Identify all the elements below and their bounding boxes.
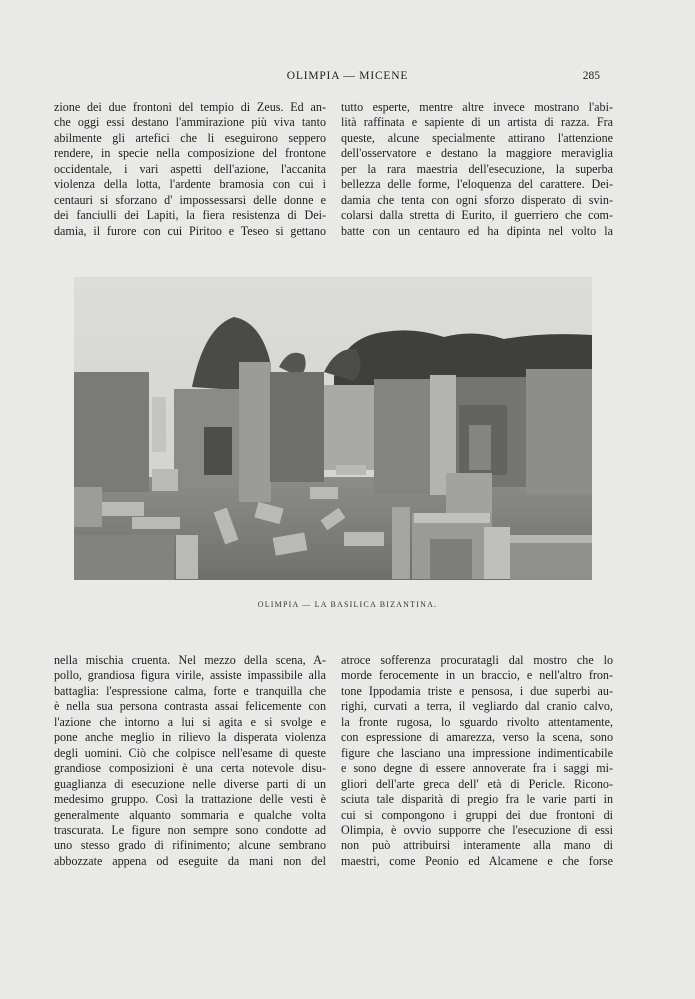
text-line: damia, il furore con cui Piritoo e Teseo si gettano (54, 223, 326, 238)
text-line: centauri si sforzano d' impossessarsi delle donne e (54, 192, 326, 207)
text-line: degli uomini. Ciò che colpisce nell'esame di queste (54, 745, 326, 760)
text-line: atroce sofferenza procuratagli dal mostro che lo (341, 653, 613, 667)
text-line: colarsi dalla stretta di Eurito, il guerriero che com- (341, 208, 613, 223)
text-line: rendere, in specie nella composizione del frontone (54, 146, 326, 161)
text-line: morde ferocemente in un braccio, e nell'altro fron- (341, 668, 613, 683)
text-line: battaglia: l'espressione calma, forte e tranquilla che (54, 683, 326, 698)
running-title: OLIMPIA — MICENE (286, 70, 409, 82)
text-line: batte con un centauro ed ha dipinta nel volto la (341, 223, 613, 238)
text-line: trascurata. Le figure non sempre sono condotte ad (54, 822, 326, 837)
text-line: dell'osservatore e destano la maggiore meraviglia (341, 146, 613, 161)
text-line: l'azione che intorno a lui si agita e si svolge e (54, 714, 326, 729)
text-line: abilmente gli artefici che li eseguirono seppero (54, 130, 326, 145)
text-line: medesimo gruppo. Così la trattazione delle vesti è (54, 792, 326, 807)
photograph-byzantine-basilica (74, 277, 592, 580)
text-line: Olimpia, è ovvio supporre che l'esecuzione di essi (341, 822, 613, 837)
photo-illustration (74, 277, 592, 580)
text-line: abbozzate appena od eseguite da mani non del (54, 853, 326, 868)
text-line: è nella sua persona contrasta assai felicemente con (54, 699, 326, 714)
text-line: violenza della lotta, l'ardente bramosia con cui i (54, 177, 326, 192)
text-line: figure che lasciano una impressione indimenticabile (341, 745, 613, 760)
text-column-bottom-left (54, 653, 326, 869)
text-column-top-right (341, 100, 613, 239)
text-line: cui si compongono i gruppi dei due frontoni di (341, 807, 613, 822)
text-line: guaglianza di esecuzione nelle diverse parti di un (54, 776, 326, 791)
text-line: occidentale, i vari aspetti dell'azione, l'accanita (54, 161, 326, 176)
text-line: dei fanciulli dei Lapiti, la fiera resistenza di Dei- (54, 208, 326, 223)
text-line: e sono degne di essere annoverate fra i saggi mi- (341, 761, 613, 776)
running-header (0, 70, 695, 86)
text-line: uno stesso grado di rifinimento; alcune sembrano (54, 838, 326, 853)
text-line: pollo, grandiosa figura virile, assiste impassibile alla (54, 668, 326, 683)
text-line: nella mischia cruenta. Nel mezzo della scena, A- (54, 653, 326, 667)
text-line: gliori dell'arte greca dell' età di Pericle. Ricono- (341, 776, 613, 791)
figure-caption: OLIMPIA — LA BASILICA BIZANTINA. (257, 600, 438, 609)
text-line: queste, alcune specialmente attirano l'attenzione (341, 130, 613, 145)
text-line: righi, curvati a terra, il vegliardo dal cranio calvo, (341, 699, 613, 714)
text-line: la fronte rugosa, lo sguardo rivolto attentamente, (341, 714, 613, 729)
text-line: zione dei due frontoni del tempio di Zeus. Ed an- (54, 100, 326, 114)
text-line: tutto esperte, mentre altre invece mostrano l'abi- (341, 100, 613, 114)
text-line: lità raffinata e sapiente di un artista di razza. Fra (341, 115, 613, 130)
text-line: sciuta tale disparità di pregio fra le varie parti in (341, 792, 613, 807)
text-line: pone anche meglio in rilievo la disperata violenza (54, 730, 326, 745)
text-line: maestri, come Peonio ed Alcamene e che forse (341, 853, 613, 868)
text-line: che oggi essi destano l'ammirazione più viva tanto (54, 115, 326, 130)
text-line: bellezza delle forme, l'eloquenza del carattere. Dei- (341, 177, 613, 192)
text-line: grandiose composizioni è una certa notevole disu- (54, 761, 326, 776)
text-line: generalmente alquanto sommaria e qualche volta (54, 807, 326, 822)
text-column-bottom-right (341, 653, 613, 869)
text-line: con espressione di amarezza, verso la scena, sono (341, 730, 613, 745)
text-column-top-left (54, 100, 326, 239)
text-line: per la rara maestria dell'esecuzione, la superba (341, 161, 613, 176)
page-number: 285 (582, 70, 600, 82)
text-line: non può attribuirsi interamente alla mano di (341, 838, 613, 853)
text-line: damia che tenta con ogni sforzo disperato di svin- (341, 192, 613, 207)
text-line: tone Ippodamia triste e pensosa, i due superbi au- (341, 683, 613, 698)
